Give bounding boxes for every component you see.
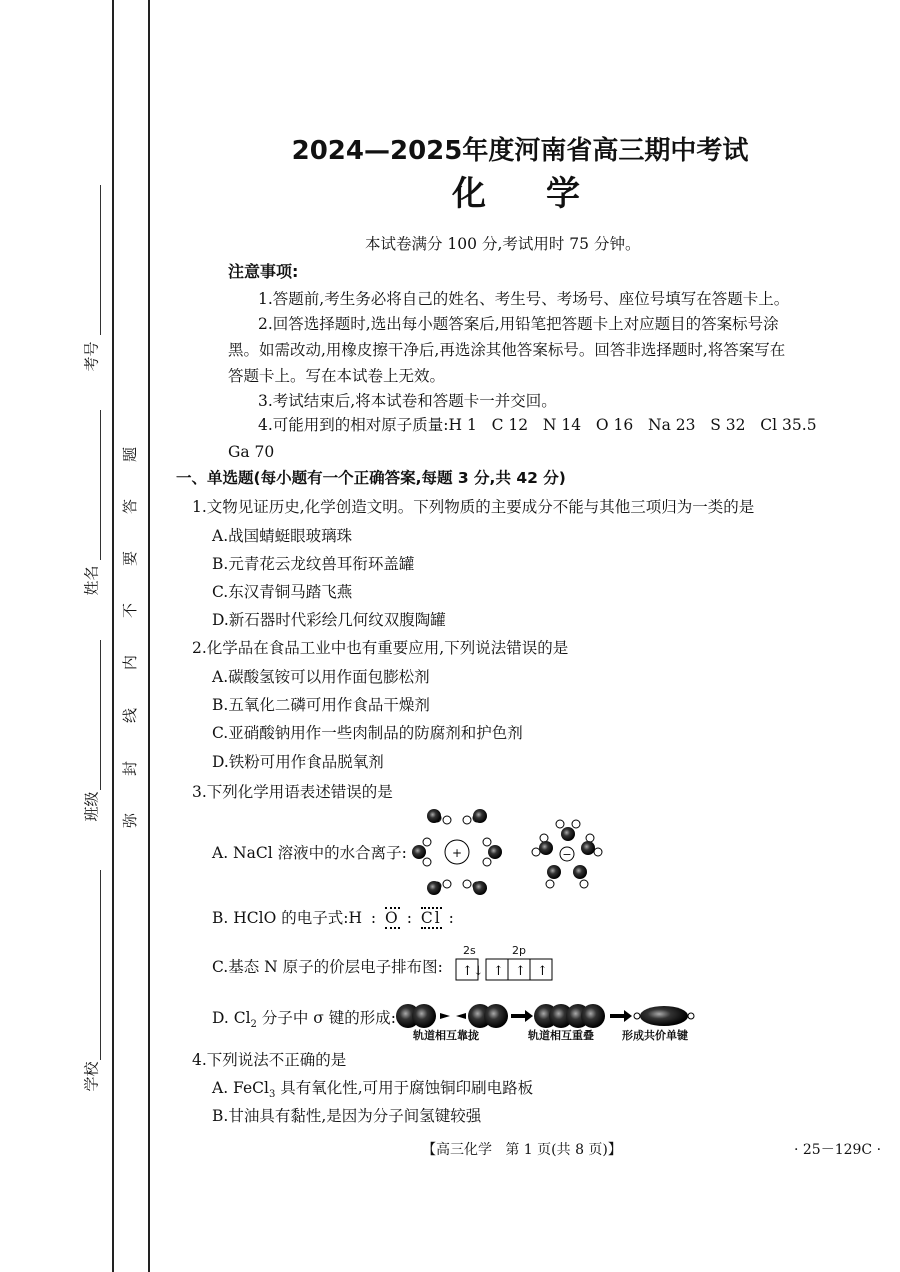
orbital-label-2s: 2s [463, 944, 476, 957]
q3-d-post: 分子中 σ 键的形成: [256, 1009, 397, 1027]
svg-text:+: + [451, 846, 463, 860]
svg-text:↑: ↑ [515, 964, 526, 979]
seal-char: 不 [121, 602, 140, 619]
atom-cl: Cl [420, 909, 442, 927]
note-item: 2.回答选择题时,选出每小题答案后,用铅笔把答题卡上对应题目的答案标号涂 [258, 315, 779, 333]
svg-text:↑: ↑ [493, 964, 504, 979]
field-school-line[interactable] [100, 870, 101, 1060]
q3-option-b-text: B. HClO 的电子式: [212, 909, 349, 927]
seal-char: 答 [121, 498, 140, 515]
seal-char: 要 [121, 550, 140, 567]
exam-info: 本试卷满分 100 分,考试用时 75 分钟。 [365, 235, 641, 253]
note-item: 黑。如需改动,用橡皮擦干净后,再选涂其他答案标号。回答非选择题时,将答案写在 [228, 341, 786, 359]
field-school-label: 学校 [82, 1061, 101, 1092]
q4-stem: 4.下列说法不正确的是 [192, 1051, 347, 1069]
exam-title: 2024—2025年度河南省高三期中考试 [291, 136, 749, 166]
q2-stem: 2.化学品在食品工业中也有重要应用,下列说法错误的是 [192, 639, 569, 657]
atom-h: H [348, 909, 364, 927]
seal-char: 题 [121, 446, 140, 463]
orbital-label-2p: 2p [512, 944, 526, 957]
q4-a-post: 具有氧化性,可用于腐蚀铜印刷电路板 [275, 1079, 534, 1097]
field-exam-number-line[interactable] [100, 185, 101, 335]
section-heading: 一、单选题(每小题有一个正确答案,每题 3 分,共 42 分) [176, 469, 566, 487]
q3-d-sub: 2 [250, 1019, 257, 1031]
sigma-caption-approach: 轨道相互靠拢 [413, 1029, 479, 1042]
seal-char: 内 [121, 654, 140, 671]
hydrated-ions-diagram [412, 808, 612, 896]
q3-option-d[interactable] [212, 1008, 396, 1035]
q1-option-c[interactable]: C.东汉青铜马踏飞燕 [212, 583, 353, 601]
q2-option-d[interactable]: D.铁粉可用作食品脱氧剂 [212, 753, 384, 771]
atom-o: O [385, 909, 400, 927]
binding-line-outer [112, 0, 114, 1272]
q1-option-a[interactable]: A.战国蜻蜓眼玻璃珠 [212, 527, 353, 545]
field-class-line[interactable] [100, 640, 101, 790]
q1-option-d[interactable]: D.新石器时代彩绘几何纹双腹陶罐 [212, 611, 446, 629]
q2-option-c[interactable]: C.亚硝酸钠用作一些肉制品的防腐剂和护色剂 [212, 724, 523, 742]
q1-stem: 1.文物见证历史,化学创造文明。下列物质的主要成分不能与其他三项归为一类的是 [192, 498, 755, 516]
q3-option-a[interactable]: A. NaCl 溶液中的水合离子: [212, 844, 407, 862]
q2-option-b[interactable]: B.五氧化二磷可用作食品干燥剂 [212, 696, 430, 714]
svg-text:↑↓: ↑↓ [462, 964, 484, 979]
svg-text:−: − [562, 848, 572, 861]
note-item: 1.答题前,考生务必将自己的姓名、考生号、考场号、座位号填写在答题卡上。 [258, 290, 790, 308]
field-name-label: 姓名 [82, 565, 101, 596]
q2-option-a[interactable]: A.碳酸氢铵可以用作面包膨松剂 [212, 668, 430, 686]
note-item: 4.可能用到的相对原子质量:H 1 C 12 N 14 O 16 Na 23 S 32 Cl 35.5 [258, 416, 817, 434]
binding-line-inner [148, 0, 150, 1272]
orbital-diagram [455, 958, 555, 982]
hclo-electron-formula: H : O : Cl : [348, 909, 456, 927]
note-item: 3.考试结束后,将本试卷和答题卡一并交回。 [258, 392, 557, 410]
q3-option-b[interactable] [212, 908, 456, 928]
q4-option-a[interactable] [212, 1078, 533, 1105]
sigma-caption-bond: 形成共价单键 [622, 1029, 688, 1042]
q3-stem: 3.下列化学用语表述错误的是 [192, 783, 393, 801]
notes-heading: 注意事项: [228, 262, 299, 281]
note-item: Ga 70 [228, 443, 275, 461]
field-class-label: 班级 [82, 791, 101, 822]
seal-char: 弥 [121, 812, 140, 829]
sigma-caption-overlap: 轨道相互重叠 [528, 1029, 594, 1042]
footer-page: 【高三化学 第 1 页(共 8 页)】 [422, 1142, 622, 1158]
field-name-line[interactable] [100, 410, 101, 560]
seal-char: 线 [121, 707, 140, 724]
q4-option-b[interactable]: B.甘油具有黏性,是因为分子间氢键较强 [212, 1107, 482, 1125]
footer-code: · 25－129C · [794, 1142, 882, 1158]
q3-option-c[interactable]: C.基态 N 原子的价层电子排布图: [212, 958, 443, 976]
svg-text:↑: ↑ [537, 964, 548, 979]
seal-char: 封 [121, 760, 140, 777]
q4-a-pre: A. FeCl [212, 1079, 269, 1097]
subject-title: 化学 [452, 174, 640, 214]
q1-option-b[interactable]: B.元青花云龙纹兽耳衔环盖罐 [212, 555, 415, 573]
q4-a-sub: 3 [268, 1089, 276, 1101]
q3-d-pre: D. Cl [212, 1009, 251, 1027]
note-item: 答题卡上。写在本试卷上无效。 [228, 367, 446, 385]
field-exam-number-label: 考号 [82, 341, 101, 372]
